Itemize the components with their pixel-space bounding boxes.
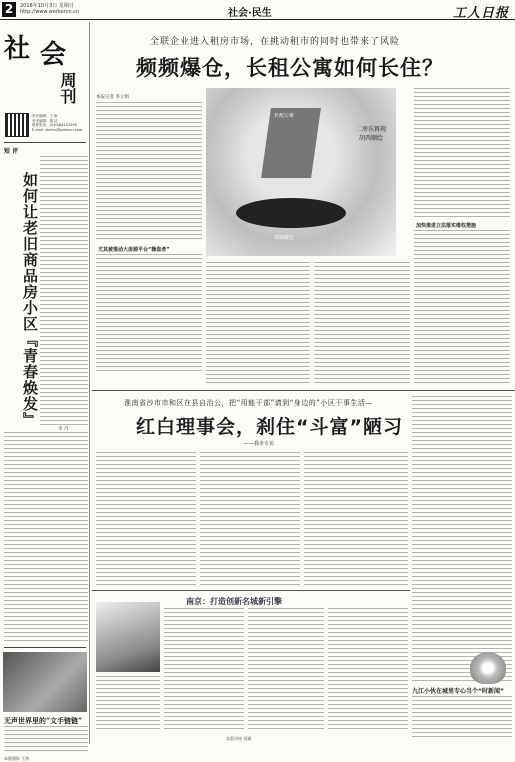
- story1-body-col4: [414, 88, 510, 218]
- pit-illustration: [236, 198, 346, 228]
- story1-deck: 全联企业进入租房市场，在挑动租市的同时也带来了风险: [150, 37, 401, 47]
- commentary-kicker: 短 评: [4, 148, 19, 155]
- building-illustration: [261, 108, 321, 178]
- story3-body-col3: [328, 608, 408, 732]
- commentary-body: [40, 156, 88, 426]
- story2-body-col4: [412, 396, 512, 682]
- story4-body: [412, 696, 512, 740]
- page-number: 2: [2, 2, 16, 17]
- photo-credit: 本版摄影 王茜: [4, 756, 30, 761]
- story3-body-col2: [248, 608, 324, 732]
- story4-headline[interactable]: 九江小伙在城里专心当个“时新闻”: [412, 688, 504, 695]
- page-header: [0, 0, 515, 20]
- masthead-weekly: 周刊: [58, 72, 77, 104]
- section-divider: [92, 590, 410, 591]
- story1-body-col2: [206, 262, 310, 384]
- pit-label: 填塘爆仓: [274, 235, 295, 241]
- editor-line: 美术编辑：周 洁: [32, 118, 58, 123]
- story1-body-col3: [314, 262, 410, 384]
- site-url[interactable]: http://www.workercn.cn: [20, 9, 80, 15]
- story1-body-col1b: [96, 254, 202, 374]
- story1-body-col4b: [414, 230, 510, 384]
- story3-body-col0: [96, 676, 160, 732]
- story3-headline[interactable]: 南京：打造创新名城新引擎: [186, 597, 282, 606]
- story2-body-col3: [304, 452, 408, 586]
- building-label: 长租公寓: [273, 113, 295, 119]
- story1-body-col1: [96, 102, 202, 242]
- story2-subline: ——我市专访: [244, 441, 275, 447]
- commentary-author: 李 丹: [58, 427, 69, 432]
- editor-line: E-mail: shehui@grmbcn.com: [32, 127, 83, 132]
- flower-photo: [470, 652, 506, 684]
- story2-body-col2: [200, 452, 300, 586]
- issue-date: 2018年10月3日 星期日: [20, 3, 74, 9]
- editor-line: 联系电话：(010)84151598: [32, 123, 77, 127]
- section-title: 社会·民生: [228, 8, 272, 19]
- masthead-char-hui: 会: [40, 40, 67, 70]
- story1-subhead-1: 尤其被推动大房源平台“操盘者”: [98, 247, 170, 253]
- newspaper-logo: 工人日报: [452, 6, 509, 21]
- story2-deck: 淮南省沙市市和区在县自治公，把“用能干部”请到“身边的”小区干事生活—: [124, 399, 373, 407]
- story1-cartoon: [206, 88, 396, 256]
- page-footer-note: 本版审核 刘斌: [226, 736, 252, 741]
- commentary-title[interactable]: 如何让老旧商品房小区『青春焕发』: [21, 172, 39, 428]
- photo-story-title[interactable]: 无声世界里的“文手链链”: [4, 716, 83, 725]
- masthead-char-she: 社: [4, 34, 31, 64]
- sign-language-photo: [3, 652, 87, 712]
- commentary-body-continued: [4, 432, 88, 642]
- qr-code-icon[interactable]: [6, 114, 28, 136]
- divider: [4, 142, 86, 143]
- editor-line: 责任编辑：王 娇: [32, 114, 58, 118]
- story2-headline[interactable]: 红白理事会，刹住“斗富”陋习: [136, 416, 403, 438]
- cartoon-title: 二房东再现: [356, 126, 387, 133]
- story3-photo: [96, 602, 160, 672]
- cartoon-credit: [356, 124, 386, 142]
- divider: [4, 647, 86, 648]
- story1-byline: 本报记者 李立娟: [96, 95, 129, 100]
- editor-credits: [32, 114, 86, 132]
- section-masthead: [4, 28, 88, 112]
- story1-subhead-2: 加快推进立法落实维权措施: [416, 223, 477, 229]
- story3-body-col1: [164, 608, 244, 732]
- left-column: [0, 22, 90, 761]
- section-divider: [92, 390, 515, 391]
- story1-headline[interactable]: 频频爆仓，长租公寓如何长住？: [136, 56, 444, 80]
- cartoon-artist: 胡西顺绘: [359, 135, 384, 142]
- story2-body-col1: [96, 452, 196, 586]
- photo-story-body: [4, 726, 88, 754]
